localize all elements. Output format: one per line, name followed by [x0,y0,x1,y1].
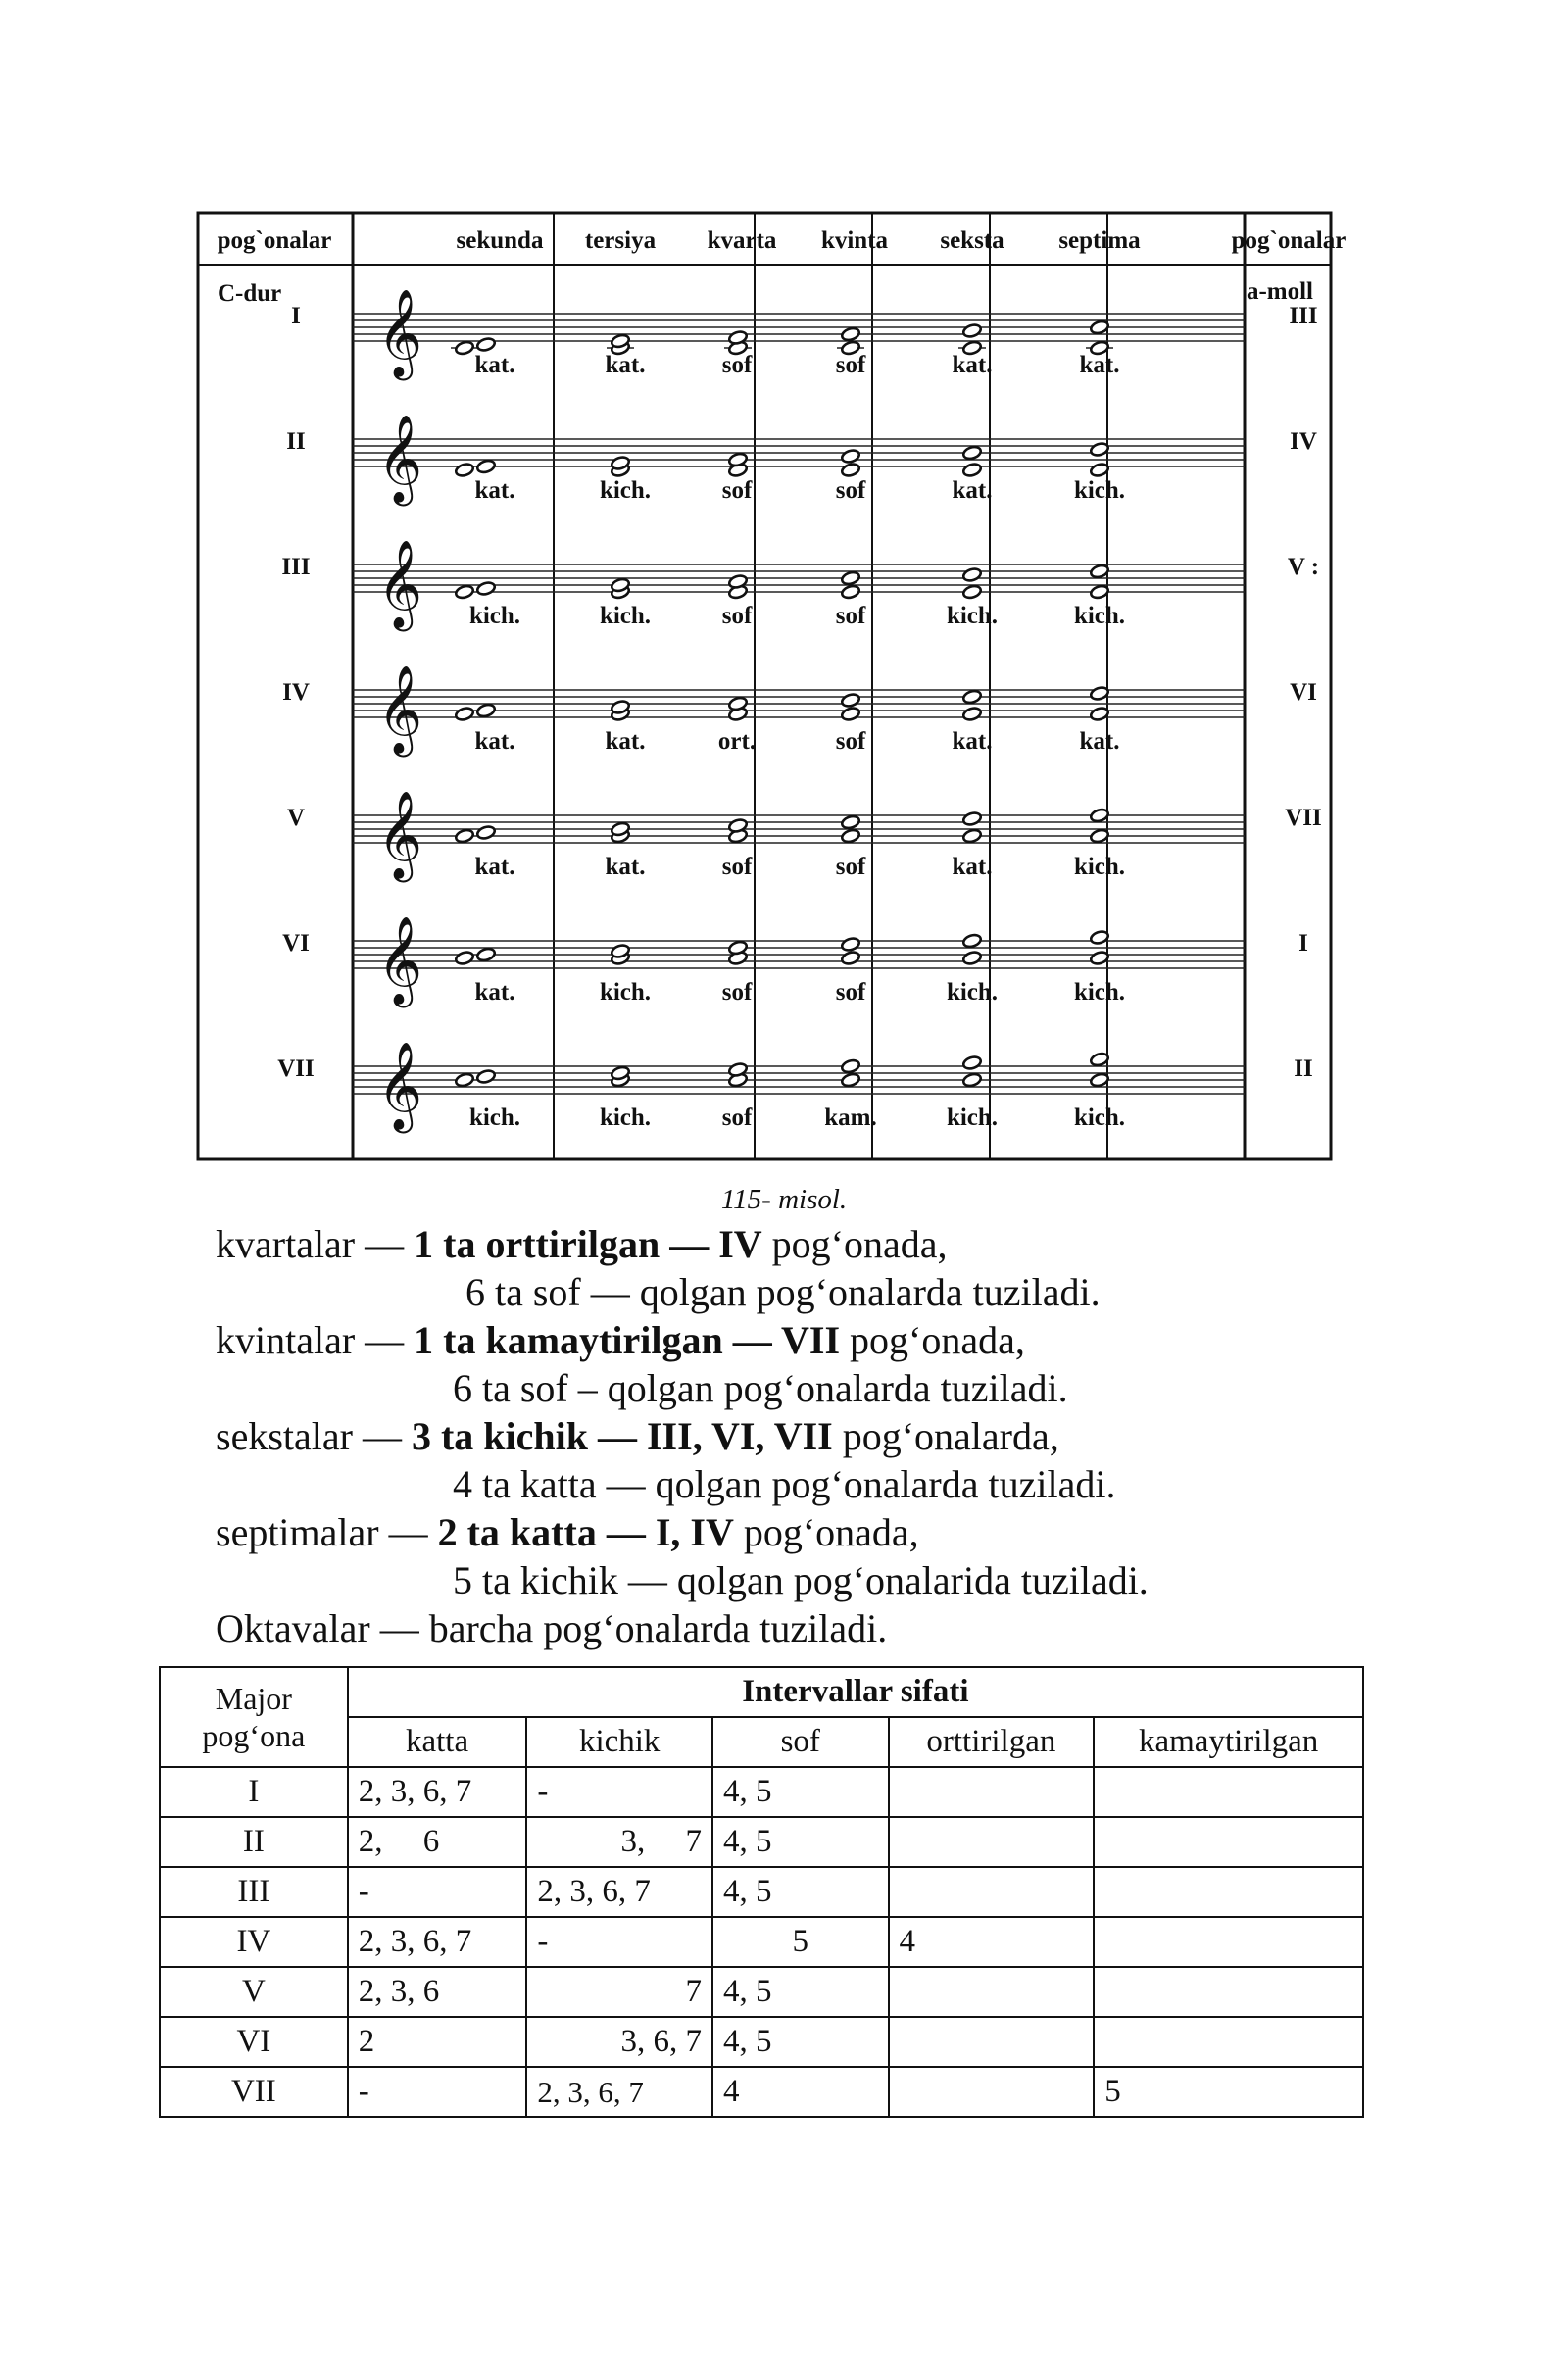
kamaytirilgan-cell [1094,1917,1363,1967]
column-header-tersiya: tersiya [584,227,657,254]
text-line-6: 4 ta katta — qolgan pog‘onalarda tuziladi. [453,1462,1116,1506]
text-line-3-c: pog‘onada, [840,1318,1025,1362]
whole-note [841,1072,861,1088]
interval-quality-label: kich. [946,603,999,629]
whole-note [841,814,861,830]
step-numeral-V: V [286,805,306,831]
treble-clef-icon: 𝄞 [377,666,423,752]
text-line-4: 6 ta sof – qolgan pog‘onalarda tuziladi. [453,1366,1068,1410]
kamaytirilgan-cell: 5 [1094,2067,1363,2117]
orttirilgan-cell [889,1817,1095,1867]
sof-cell: 4, 5 [712,1967,889,2017]
step-numeral-right-VI: VI [1290,679,1317,706]
whole-note [841,462,861,477]
whole-note [962,706,983,721]
kichik-cell: 7 [526,1967,712,2017]
step-cell: I [160,1767,348,1817]
whole-note [841,692,861,708]
step-cell: III [160,1867,348,1917]
text-line-3-b: 1 ta kamaytirilgan — VII [414,1318,841,1362]
sof-cell: 4, 5 [712,1767,889,1817]
text-line-5-c: pog‘onalarda, [832,1414,1059,1458]
subheader-kamaytirilgan: kamaytirilgan [1094,1717,1363,1767]
kamaytirilgan-cell [1094,1817,1363,1867]
whole-note [841,706,861,721]
katta-cell: 2, 6 [348,1817,527,1867]
katta-cell: 2, 3, 6, 7 [348,1917,527,1967]
step-cell: VII [160,2067,348,2117]
treble-clef-icon: 𝄞 [377,792,423,877]
interval-music-table [196,211,1347,1171]
step-numeral-II: II [286,428,306,455]
table-row [160,1817,1363,1867]
step-numeral-III: III [281,554,311,580]
text-line-sekstalar [216,1412,1059,1460]
step-cell: V [160,1967,348,2017]
whole-note [962,584,983,600]
kichik-cell: 3, 6, 7 [526,2017,712,2067]
step-numeral-right-I: I [1298,930,1308,957]
treble-clef-icon: 𝄞 [377,416,423,501]
sof-cell: 4 [712,2067,889,2117]
interval-quality-label: kich. [1073,979,1126,1006]
whole-note [455,340,475,356]
kichik-cell: 2, 3, 6, 7 [526,1867,712,1917]
interval-quality-label: kich. [599,979,652,1006]
sof-cell: 4, 5 [712,2017,889,2067]
text-line-7-b: 2 ta katta — I, IV [437,1510,734,1554]
interval-quality-label: sof [721,352,753,378]
interval-quality-label: kat. [952,352,993,378]
column-header-kvinta: kvinta [820,227,889,254]
kichik-cell: - [526,1917,712,1967]
interval-quality-label: sof [721,979,753,1006]
interval-quality-label: ort. [717,728,757,755]
text-line-2: 6 ta sof — qolgan pog‘onalarda tuziladi. [466,1270,1101,1314]
table-row [160,2067,1363,2117]
katta-cell: 2, 3, 6, 7 [348,1767,527,1817]
text-line-3-a: kvintalar — [216,1318,415,1362]
text-line-7-c: pog‘onada, [733,1510,919,1554]
interval-quality-label: kat. [474,477,515,504]
interval-quality-label: kat. [474,352,515,378]
orttirilgan-cell [889,2067,1095,2117]
whole-note [962,1055,983,1070]
whole-note [962,950,983,965]
whole-note [962,933,983,949]
interval-quality-label: kat. [1079,728,1120,755]
step-numeral-right-III: III [1289,303,1318,329]
katta-cell: - [348,2067,527,2117]
orttirilgan-cell [889,1867,1095,1917]
orttirilgan-cell [889,2017,1095,2067]
interval-quality-label: kat. [474,979,515,1006]
whole-note [455,706,475,721]
interval-quality-label: kat. [605,854,646,880]
sof-cell: 4, 5 [712,1817,889,1867]
whole-note [455,1072,475,1088]
interval-quality-label: kich. [1073,1104,1126,1131]
column-header-sekunda: sekunda [456,227,544,254]
interval-quality-label: kat. [474,728,515,755]
whole-note [962,689,983,705]
interval-quality-label: sof [835,728,866,755]
interval-quality-label: kat. [474,854,515,880]
subheader-orttirilgan: orttirilgan [889,1717,1095,1767]
orttirilgan-cell: 4 [889,1917,1095,1967]
header-major-step: Major pog‘ona [160,1667,348,1767]
step-cell: IV [160,1917,348,1967]
whole-note [476,824,497,840]
whole-note [476,459,497,474]
whole-note [455,828,475,844]
step-cell: II [160,1817,348,1867]
whole-note [841,1058,861,1074]
text-line-1-c: pog‘onada, [761,1222,948,1266]
whole-note [962,566,983,582]
sof-cell: 4, 5 [712,1867,889,1917]
orttirilgan-cell [889,1967,1095,2017]
whole-note [841,448,861,464]
text-line-kvartalar [216,1220,947,1268]
table-row [160,1967,1363,2017]
text-line-1-a: kvartalar — [216,1222,415,1266]
treble-clef-icon: 𝄞 [377,541,423,626]
whole-note [476,703,497,718]
step-numeral-VII: VII [277,1055,315,1082]
step-numeral-right-V :: V : [1287,554,1320,580]
interval-quality-label: sof [721,477,753,504]
interval-quality-label: kam. [824,1104,877,1131]
example-caption: 115- misol. [720,1184,848,1215]
interval-quality-label: sof [835,979,866,1006]
interval-quality-label: kat. [952,854,993,880]
whole-note [476,1068,497,1084]
step-numeral-I: I [291,303,301,329]
orttirilgan-cell [889,1767,1095,1817]
kichik-cell: - [526,1767,712,1817]
table-row [160,1867,1363,1917]
katta-cell: - [348,1867,527,1917]
kichik-cell: 2, 3, 6, 7 [526,2067,712,2117]
right-header: pog`onalar [1231,227,1347,254]
kamaytirilgan-cell [1094,1967,1363,2017]
step-numeral-VI: VI [282,930,310,957]
treble-clef-icon: 𝄞 [377,1043,423,1128]
kamaytirilgan-cell [1094,1867,1363,1917]
kichik-cell: 3, 7 [526,1817,712,1867]
treble-clef-icon: 𝄞 [377,917,423,1003]
kamaytirilgan-cell [1094,1767,1363,1817]
whole-note [841,828,861,844]
whole-note [455,584,475,600]
whole-note [962,445,983,461]
interval-quality-label: kich. [946,1104,999,1131]
step-cell: VI [160,2017,348,2067]
whole-note [962,828,983,844]
text-line-7-a: septimalar — [216,1510,438,1554]
whole-note [962,462,983,477]
interval-quality-label: kich. [1073,477,1126,504]
whole-note [841,570,861,586]
text-line-kvintalar [216,1316,1025,1364]
column-header-kvarta: kvarta [707,227,777,254]
interval-quality-label: kat. [952,477,993,504]
step-numeral-right-VII: VII [1285,805,1322,831]
whole-note [962,810,983,826]
katta-cell: 2 [348,2017,527,2067]
kamaytirilgan-cell [1094,2017,1363,2067]
interval-quality-label: kich. [599,477,652,504]
treble-clef-icon: 𝄞 [377,290,423,375]
column-header-septima: septima [1058,227,1141,254]
katta-cell: 2, 3, 6 [348,1967,527,2017]
subheader-kichik: kichik [526,1717,712,1767]
text-line-5-b: 3 ta kichik — III, VI, VII [411,1414,833,1458]
step-numeral-IV: IV [282,679,310,706]
column-header-seksta: seksta [940,227,1004,254]
whole-note [841,584,861,600]
whole-note [841,326,861,342]
table-row [160,1767,1363,1817]
whole-note [476,947,497,962]
interval-quality-label: kat. [605,728,646,755]
text-line-septimalar [216,1508,919,1556]
whole-note [476,580,497,596]
interval-quality-label: kich. [1073,603,1126,629]
key-c-dur: C-dur [218,280,282,307]
text-line-8: 5 ta kichik — qolgan pog‘onalarida tuziladi. [453,1558,1149,1602]
subheader-katta: katta [348,1717,527,1767]
interval-quality-label: sof [721,603,753,629]
whole-note [455,950,475,965]
interval-quality-label: sof [835,854,866,880]
step-numeral-right-II: II [1294,1055,1313,1082]
interval-quality-label: kich. [599,1104,652,1131]
interval-quality-table [159,1666,1364,2118]
interval-quality-label: sof [835,352,866,378]
header-interval-quality: Intervallar sifati [348,1667,1363,1717]
interval-quality-label: kich. [468,603,521,629]
whole-note [841,950,861,965]
whole-note [962,322,983,338]
text-line-1-b: 1 ta orttirilgan — IV [414,1222,762,1266]
whole-note [476,336,497,352]
step-numeral-right-IV: IV [1290,428,1317,455]
interval-quality-label: kat. [952,728,993,755]
interval-quality-label: sof [721,1104,753,1131]
interval-quality-label: kat. [605,352,646,378]
text-line-5-a: sekstalar — [216,1414,412,1458]
whole-note [841,936,861,952]
key-a-moll: a-moll [1246,278,1313,305]
sof-cell: 5 [712,1917,889,1967]
music-table-frame [198,213,1331,1159]
table-row [160,1917,1363,1967]
interval-quality-label: sof [835,477,866,504]
music-table-svg [196,211,1347,1171]
whole-note [962,1072,983,1088]
interval-quality-label: kich. [1073,854,1126,880]
text-line-oktavalar: Oktavalar — barcha pog‘onalarda tuziladi. [216,1606,888,1650]
interval-quality-label: sof [721,854,753,880]
left-header: pog`onalar [217,227,332,254]
interval-quality-label: kich. [599,603,652,629]
table-row [160,2017,1363,2067]
interval-quality-label: kich. [946,979,999,1006]
interval-quality-label: sof [835,603,866,629]
whole-note [455,462,475,477]
interval-quality-label: kat. [1079,352,1120,378]
interval-quality-label: kich. [468,1104,521,1131]
subheader-sof: sof [712,1717,889,1767]
